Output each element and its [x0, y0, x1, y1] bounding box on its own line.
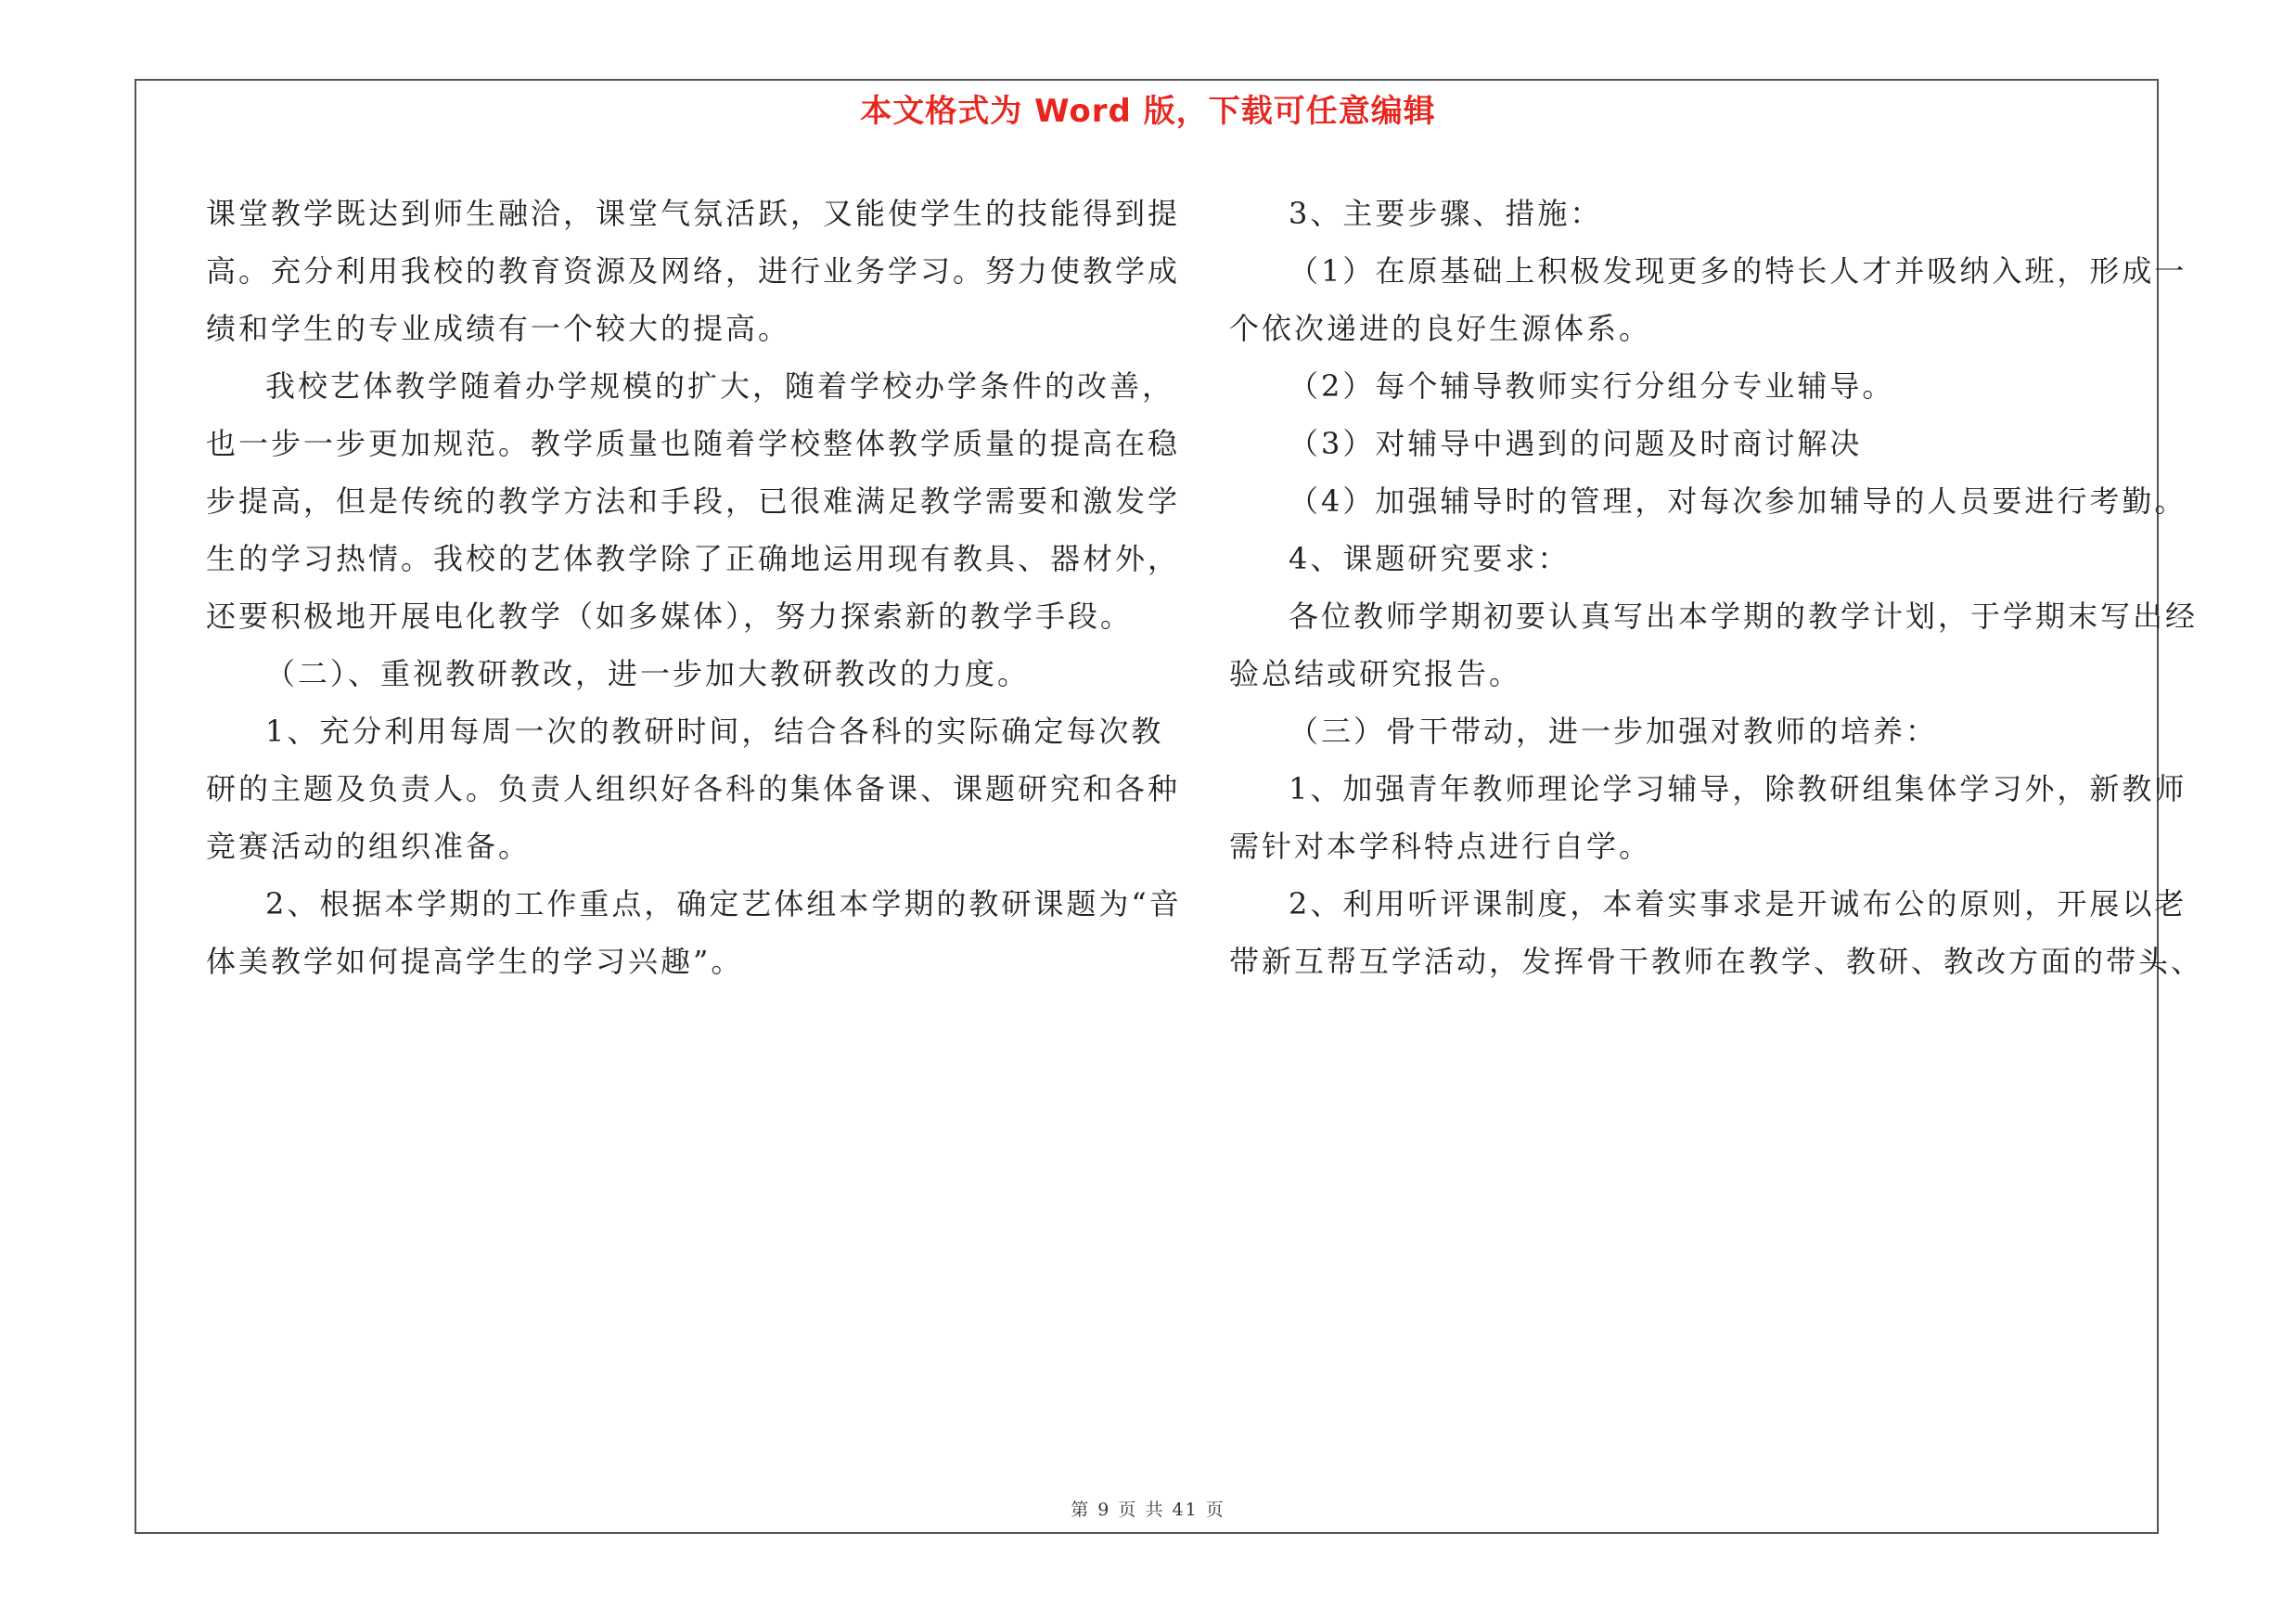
text-line: 需针对本学科特点进行自学。 [1229, 829, 1652, 864]
text-line: 3、主要步骤、措施： [1289, 196, 1603, 231]
text-line: 我校艺体教学随着办学规模的扩大，随着学校办学条件的改善， [265, 368, 1175, 404]
text-line: 体美教学如何提高学生的学习兴趣”。 [206, 944, 744, 979]
text-line: 4、课题研究要求： [1289, 541, 1571, 576]
text-line: 绩和学生的专业成绩有一个较大的提高。 [206, 311, 791, 346]
text-line: 2、利用听评课制度，本着实事求是开诚布公的原则，开展以老 [1289, 886, 2187, 921]
text-line: 步提高，但是传统的教学方法和手段，已很难满足教学需要和激发学 [206, 483, 1181, 519]
text-line: （3）对辅导中遇到的问题及时商讨解决 [1289, 426, 1863, 461]
text-line: 验总结或研究报告。 [1229, 656, 1522, 691]
text-line: （二）、重视教研教改，进一步加大教研教改的力度。 [265, 656, 1031, 691]
text-line: （4）加强辅导时的管理，对每次参加辅导的人员要进行考勤。 [1289, 483, 2187, 519]
header-banner: 本文格式为 Word 版，下载可任意编辑 [860, 93, 1436, 130]
text-line: 生的学习热情。我校的艺体教学除了正确地运用现有教具、器材外， [206, 541, 1181, 576]
text-line: 还要积极地开展电化教学（如多媒体），努力探索新的教学手段。 [206, 599, 1134, 634]
text-line: （2）每个辅导教师实行分组分专业辅导。 [1289, 368, 1895, 404]
page-number: 第 9 页 共 41 页 [1071, 1500, 1225, 1520]
text-line: 竞赛活动的组织准备。 [206, 829, 532, 864]
text-line: 1、充分利用每周一次的教研时间，结合各科的实际确定每次教 [265, 714, 1164, 749]
text-line: 也一步一步更加规范。教学质量也随着学校整体教学质量的提高在稳 [206, 426, 1181, 461]
text-line: 1、加强青年教师理论学习辅导，除教研组集体学习外，新教师 [1289, 771, 2187, 806]
text-line: 个依次递进的良好生源体系。 [1229, 311, 1652, 346]
text-line: （三）骨干带动，进一步加强对教师的培养： [1289, 714, 1939, 749]
text-line: 带新互帮互学活动，发挥骨干教师在教学、教研、教改方面的带头、 [1229, 944, 2204, 979]
text-line: 2、根据本学期的工作重点，确定艺体组本学期的教研课题为“音 [265, 886, 1182, 921]
text-line: 课堂教学既达到师生融洽，课堂气氛活跃，又能使学生的技能得到提 [206, 196, 1181, 231]
text-line: （1）在原基础上积极发现更多的特长人才并吸纳入班，形成一 [1289, 253, 2187, 289]
text-line: 研的主题及负责人。负责人组织好各科的集体备课、课题研究和各种 [206, 771, 1181, 806]
text-line: 各位教师学期初要认真写出本学期的教学计划，于学期末写出经 [1289, 599, 2199, 634]
text-line: 高。充分利用我校的教育资源及网络，进行业务学习。努力使教学成 [206, 253, 1181, 289]
